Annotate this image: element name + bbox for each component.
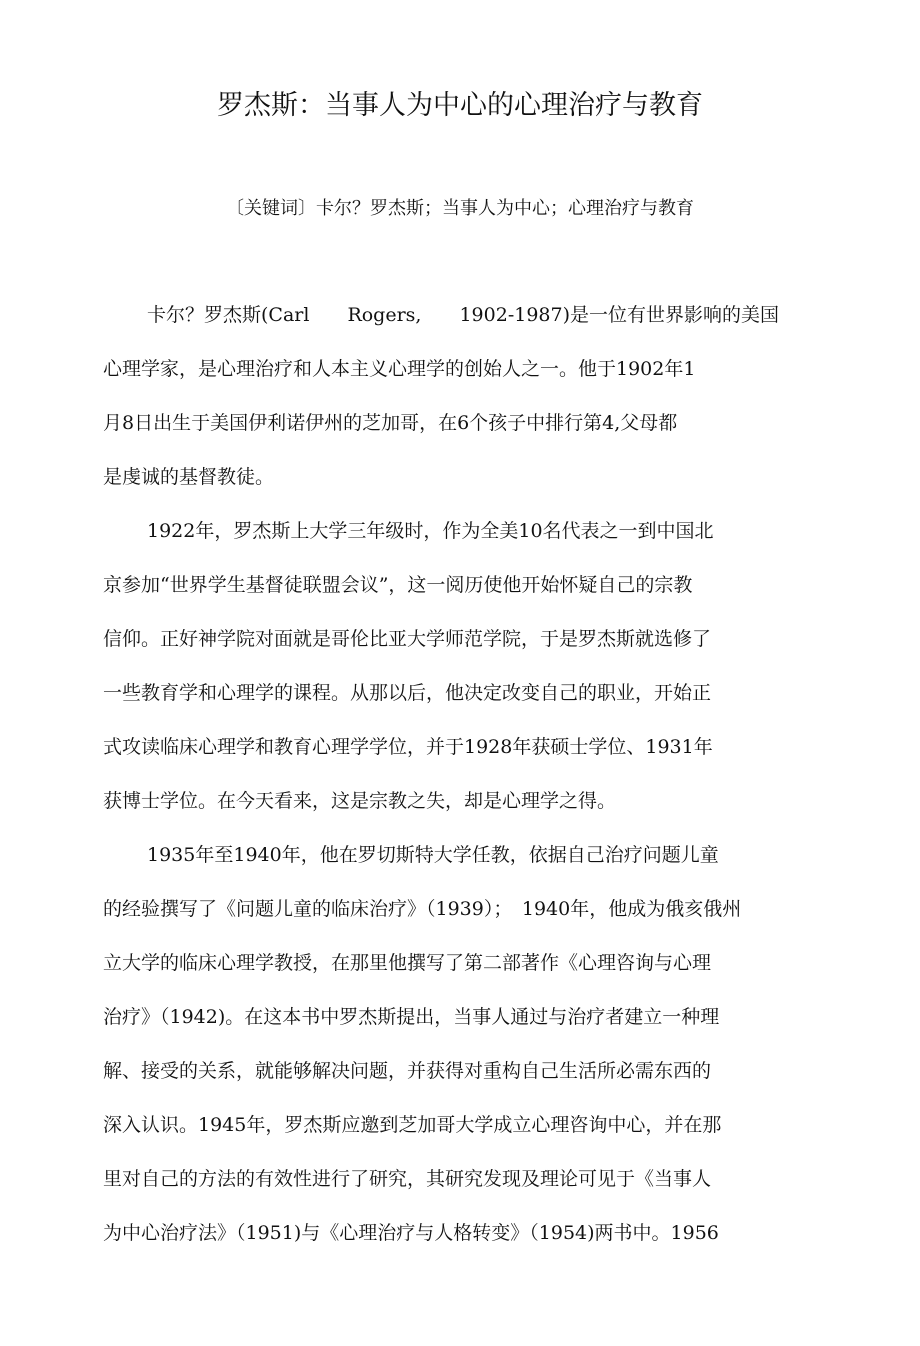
paragraph-2 [103, 511, 823, 835]
text-line: 深入认识。1945年，罗杰斯应邀到芝加哥大学成立心理咨询中心，并在那 [103, 1114, 722, 1136]
text-line: 1922年，罗杰斯上大学三年级时，作为全美10名代表之一到中国北 [147, 520, 714, 542]
text-line: 里对自己的方法的有效性进行了研究，其研究发现及理论可见于《当事人 [103, 1168, 712, 1190]
text-line: 月8日出生于美国伊利诺伊州的芝加哥，在6个孩子中排行第4,父母都 [103, 412, 678, 434]
text-line: 是虔诚的基督教徒。 [103, 466, 275, 488]
text-line: 获博士学位。在今天看来，这是宗教之失，却是心理学之得。 [103, 790, 617, 812]
paragraph-3 [103, 835, 823, 1267]
text-line: 立大学的临床心理学教授，在那里他撰写了第二部著作《心理咨询与心理 [103, 952, 712, 974]
text-line: 一些教育学和心理学的课程。从那以后，他决定改变自己的职业，开始正 [103, 682, 712, 704]
text-line: 卡尔？罗杰斯(Carl Rogers, 1902-1987)是一位有世界影响的美国 [147, 304, 780, 326]
page-title: 罗杰斯：当事人为中心的心理治疗与教育 [217, 90, 703, 121]
text-line: 为中心治疗法》（1951)与《心理治疗与人格转变》（1954)两书中。1956 [103, 1222, 719, 1244]
text-line: 1935年至1940年，他在罗切斯特大学任教，依据自己治疗问题儿童 [147, 844, 719, 866]
keywords-line: 〔关键词〕卡尔？罗杰斯；当事人为中心；心理治疗与教育 [226, 198, 694, 219]
text-line: 治疗》（1942)。在这本书中罗杰斯提出，当事人通过与治疗者建立一种理 [103, 1006, 720, 1028]
paragraph-1 [103, 295, 823, 511]
text-line: 京参加“世界学生基督徒联盟会议”，这一阅历使他开始怀疑自己的宗教 [103, 574, 693, 596]
text-line: 的经验撰写了《问题儿童的临床治疗》（1939）； 1940年，他成为俄亥俄州 [103, 898, 742, 920]
text-line: 解、接受的关系，就能够解决问题，并获得对重构自己生活所必需东西的 [103, 1060, 712, 1082]
article-body [103, 295, 823, 1267]
text-line: 信仰。正好神学院对面就是哥伦比亚大学师范学院，于是罗杰斯就选修了 [103, 628, 712, 650]
text-line: 心理学家，是心理治疗和人本主义心理学的创始人之一。他于1902年1 [103, 358, 696, 380]
text-line: 式攻读临床心理学和教育心理学学位，并于1928年获硕士学位、1931年 [103, 736, 713, 758]
